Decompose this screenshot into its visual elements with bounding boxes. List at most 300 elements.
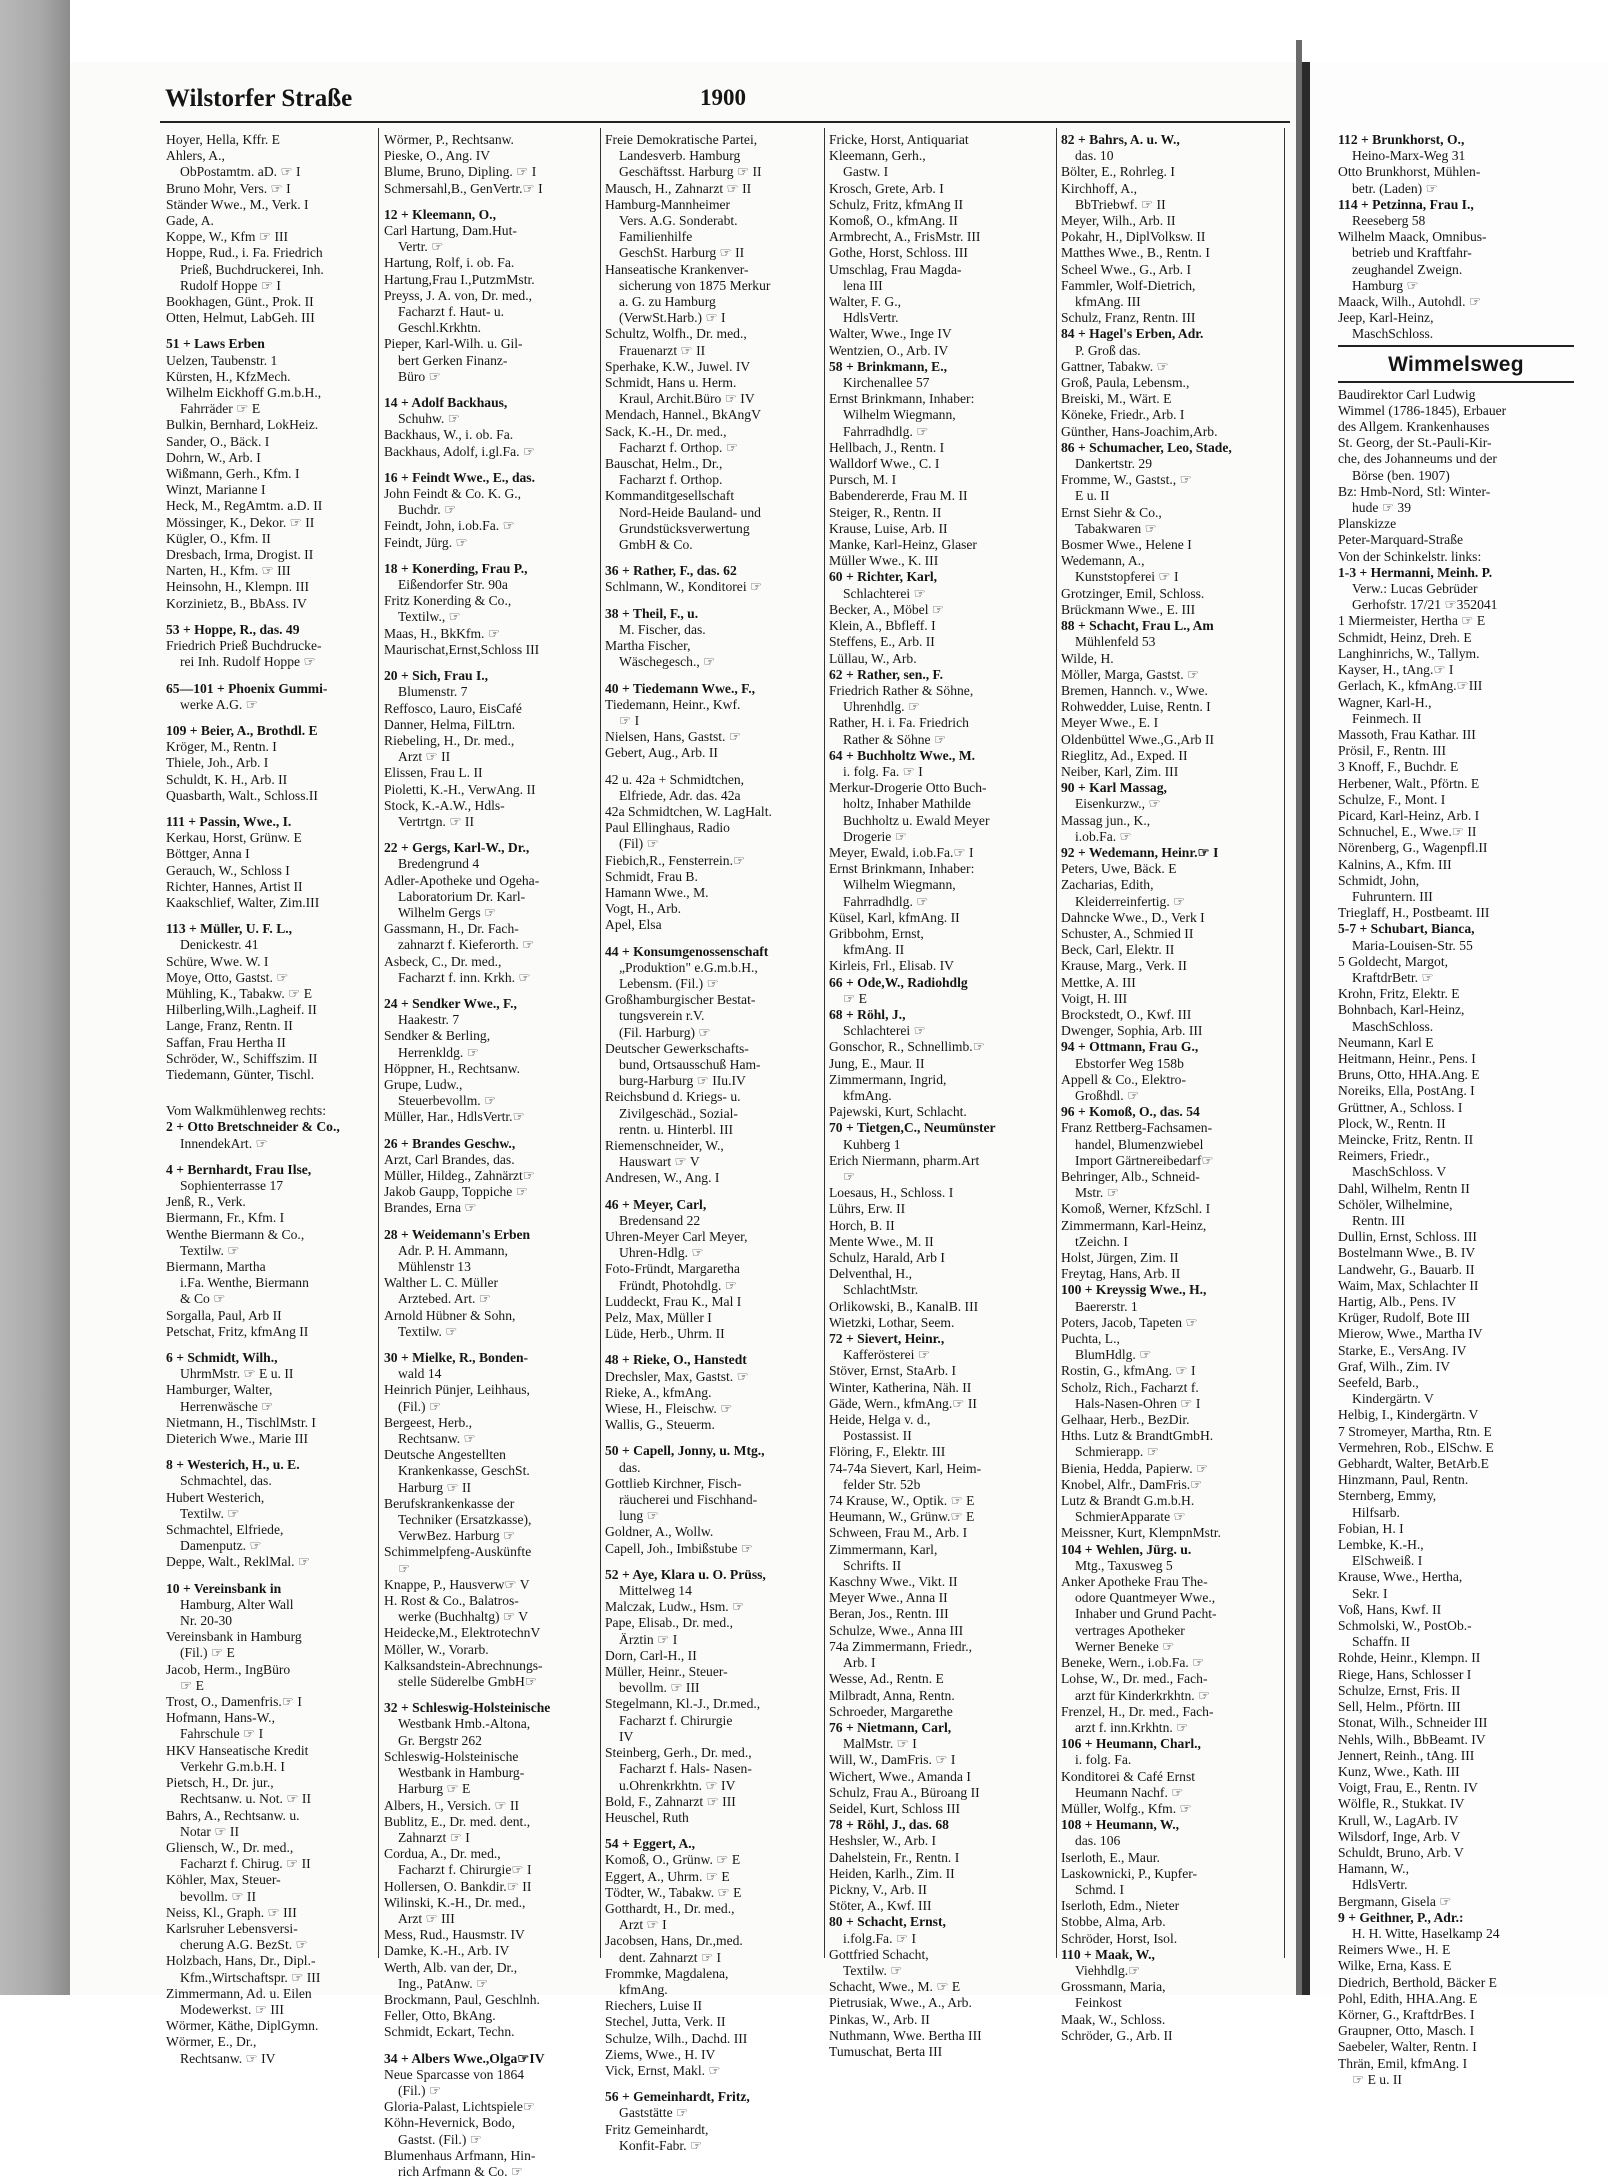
directory-entry: Breiski, M., Wärt. E	[1061, 391, 1172, 407]
directory-entry: Carl Hartung, Dam.Hut-	[384, 223, 517, 239]
directory-entry: Großhdl. ☞	[1075, 1087, 1140, 1103]
directory-entry: Walter, F. G.,	[829, 294, 902, 310]
directory-entry: Schulz, Harald, Arb I	[829, 1250, 945, 1266]
directory-entry: Gloria-Palast, Lichtspiele☞	[384, 2099, 536, 2115]
directory-entry	[166, 1152, 372, 1162]
directory-entry: 44 + Konsumgenossenschaft	[605, 943, 769, 959]
directory-entry: Planskizze	[1338, 516, 1397, 532]
directory-entry: Viehhdlg.☞	[1075, 1962, 1141, 1978]
directory-entry: 74 Krause, W., Optik. ☞ E	[829, 1493, 975, 1509]
directory-entry: Schulz, Fritz, kfmAng II	[829, 196, 964, 212]
directory-entry: Sander, O., Bäck. I	[166, 433, 270, 449]
directory-entry: Modewerkst. ☞ III	[180, 2001, 284, 2017]
directory-entry: 88 + Schacht, Frau L., Am	[1061, 618, 1214, 634]
directory-entry: Kügler, O., Kfm. II	[166, 530, 271, 546]
directory-entry: Jacob, Herm., IngBüro	[166, 1661, 291, 1677]
directory-entry	[605, 1342, 820, 1352]
directory-entry: Heshsler, W., Arb. I	[829, 1833, 937, 1849]
directory-entry: Köhn-Hevernick, Bodo,	[384, 2115, 515, 2131]
directory-entry: Möller, W., Vorarb.	[384, 1641, 489, 1657]
directory-entry: Hartung,Frau I.,PutzmMstr.	[384, 271, 535, 287]
directory-entry: Wentzien, O., Arb. IV	[829, 342, 949, 358]
directory-entry: Albers, H., Versich. ☞ II	[384, 1797, 520, 1813]
directory-entry: Mössinger, K., Dekor. ☞ II	[166, 514, 315, 530]
directory-entry: Nuthmann, Wwe. Bertha III	[829, 2027, 982, 2043]
directory-entry	[166, 804, 372, 814]
directory-entry: Arzt, Carl Brandes, das.	[384, 1151, 515, 1167]
directory-entry: Konfit-Fabr. ☞	[619, 2137, 703, 2153]
directory-entry: Wallis, G., Steuerm.	[605, 1417, 715, 1433]
directory-entry: Rechtsanw. u. Not. ☞ II	[180, 1791, 311, 1807]
directory-entry: Holzbach, Hans, Dr., Dipl.-	[166, 1953, 316, 1969]
directory-entry: Anker Apotheke Frau The-	[1061, 1574, 1208, 1590]
directory-entry: Hellbach, J., Rentn. I	[829, 439, 945, 455]
directory-entry: Feindt, Jürg. ☞	[384, 534, 468, 550]
column-3	[605, 132, 820, 2153]
directory-entry: Heuschel, Ruth	[605, 1809, 689, 1825]
directory-entry: Lohse, W., Dr. med., Fach-	[1061, 1671, 1208, 1687]
directory-entry: Schlachterei ☞	[843, 1023, 926, 1039]
directory-entry: Karlsruher Lebensversi-	[166, 1920, 298, 1936]
directory-entry: Feinmech. II	[1352, 710, 1422, 726]
directory-entry: Hilberling,Wilh.,Lagheif. II	[166, 1002, 317, 1018]
directory-entry: Schuhw. ☞	[398, 411, 460, 427]
directory-entry: Vertr. ☞	[398, 239, 444, 255]
directory-entry: Rather, H. i. Fa. Friedrich	[829, 715, 969, 731]
directory-entry: Buchdr. ☞	[398, 502, 457, 518]
directory-entry: 6 + Schmidt, Wilh.,	[166, 1350, 278, 1366]
directory-entry: bert Gerken Finanz-	[398, 352, 508, 368]
directory-entry: Zimmermann, Ad. u. Eilen	[166, 1985, 312, 2001]
directory-entry: Neiber, Karl, Zim. III	[1061, 763, 1179, 779]
directory-entry: des Allgem. Krankenhauses	[1338, 419, 1490, 435]
directory-entry: Heumann Nachf. ☞	[1075, 1784, 1184, 1800]
directory-entry: Lembke, K.-H.,	[1338, 1537, 1424, 1553]
directory-entry: Landesverb. Hamburg	[619, 148, 741, 164]
directory-entry: Quasbarth, Walt., Schloss.II	[166, 787, 318, 803]
directory-entry: wald 14	[398, 1366, 442, 1382]
directory-entry: 12 + Kleemann, O.,	[384, 206, 496, 222]
directory-entry	[384, 2041, 596, 2051]
directory-entry: Krosch, Grete, Arb. I	[829, 180, 944, 196]
directory-entry: Facharzt f. Hals- Nasen-	[619, 1761, 752, 1777]
directory-entry: Deutsche Angestellten	[384, 1447, 506, 1463]
directory-entry: St. Georg, der St.-Pauli-Kir-	[1338, 435, 1492, 451]
directory-entry: Dohrn, W., Arb. I	[166, 449, 261, 465]
directory-entry: Import Gärtnereibedarf☞	[1075, 1152, 1214, 1168]
directory-entry: 108 + Heumann, W.,	[1061, 1817, 1180, 1833]
directory-entry: Eggert, A., Uhrm. ☞ E	[605, 1868, 730, 1884]
directory-entry: Zacharias, Edith,	[1061, 877, 1154, 893]
directory-entry: Mausch, H., Zahnarzt ☞ II	[605, 180, 752, 196]
directory-entry: Foto-Fründt, Margaretha	[605, 1261, 740, 1277]
directory-entry: arzt für Kinderkrkhtn. ☞	[1075, 1687, 1211, 1703]
directory-entry: Köhler, Max, Steuer-	[166, 1872, 281, 1888]
directory-entry: Becker, A., Möbel ☞	[829, 601, 945, 617]
column-divider	[378, 128, 379, 1958]
directory-entry: Schuldt, K. H., Arb. II	[166, 771, 288, 787]
directory-entry: 20 + Sich, Frau I.,	[384, 668, 489, 684]
directory-entry: Sternberg, Emmy,	[1338, 1488, 1437, 1504]
directory-entry: Maack, Wilh., Autohdl. ☞	[1338, 294, 1482, 310]
directory-entry: Pajewski, Kurt, Schlacht.	[829, 1104, 967, 1120]
directory-entry: Wilhelm Eickhoff G.m.b.H.,	[166, 385, 322, 401]
directory-entry: Gerauch, W., Schloss I	[166, 862, 290, 878]
directory-entry: Wörmer, P., Rechtsanw.	[384, 132, 514, 147]
directory-entry: MaschSchloss.	[1352, 326, 1434, 342]
directory-entry: Bredensand 22	[619, 1212, 701, 1228]
directory-entry: che, des Johanneums und der	[1338, 451, 1497, 467]
header-rule	[160, 121, 1290, 123]
directory-entry: Seidel, Kurt, Schloss III	[829, 1800, 961, 1816]
directory-entry: Dullin, Ernst, Schloss. III	[1338, 1229, 1477, 1245]
directory-entry: Saebeler, Walter, Rentn. I	[1338, 2039, 1477, 2055]
directory-entry: Meyer, Ewald, i.ob.Fa.☞ I	[829, 844, 974, 860]
directory-entry: Fuhruntern. III	[1352, 888, 1433, 904]
directory-entry: Textilw., ☞	[398, 609, 461, 625]
directory-entry: Heinrich Pünjer, Leihhaus,	[384, 1382, 530, 1398]
directory-entry: Mess, Rud., Hausmstr. IV	[384, 1927, 525, 1943]
directory-entry	[605, 1557, 820, 1567]
directory-entry: (VerwSt.Harb.) ☞ I	[619, 310, 726, 326]
directory-entry: Gastst. (Fil.) ☞	[398, 2131, 482, 2147]
directory-entry: tZeichn. I	[1075, 1233, 1128, 1249]
directory-entry: Reimers, Friedr.,	[1338, 1148, 1430, 1164]
directory-entry: Brockmann, Paul, Geschlnh.	[384, 1991, 540, 2007]
directory-entry: 3 Knoff, F., Buchdr. E	[1338, 759, 1459, 775]
directory-entry: i. folg. Fa.	[1075, 1752, 1132, 1768]
directory-entry: Herbener, Walt., Pförtn. E	[1338, 775, 1480, 791]
directory-entry: Rentn. III	[1352, 1213, 1405, 1228]
directory-entry: Pelz, Max, Müller I	[605, 1310, 712, 1326]
directory-entry: Wilhelm Gergs ☞	[398, 904, 497, 920]
directory-entry: Pinkas, W., Arb. II	[829, 2011, 930, 2027]
directory-entry: KraftdrBetr. ☞	[1352, 969, 1434, 985]
column-divider	[1284, 128, 1285, 1958]
directory-entry: Kürsten, H., KfzMech.	[166, 368, 291, 384]
directory-entry: Fiebich,R., Fensterrein.☞	[605, 852, 746, 868]
street-title: Wilstorfer Straße	[165, 85, 353, 112]
directory-entry: Ahlers, A.,	[166, 148, 225, 164]
directory-entry: Jung, E., Maur. II	[829, 1055, 925, 1071]
directory-entry: Noreiks, Ella, PostAng. I	[1338, 1083, 1475, 1099]
section-title: Wimmelsweg	[1388, 352, 1524, 376]
directory-entry: Schmd. I	[1075, 1881, 1125, 1897]
directory-entry: Plock, W., Rentn. II	[1338, 1115, 1446, 1131]
directory-entry: Mendach, Hannel., BkAngV	[605, 407, 761, 423]
directory-entry: Wilinski, K.-H., Dr. med.,	[384, 1894, 526, 1910]
column-divider	[600, 128, 601, 1958]
directory-entry: Peter-Marquard-Straße	[1338, 532, 1464, 548]
directory-entry: 56 + Gemeinhardt, Fritz,	[605, 2089, 750, 2105]
directory-entry: burg-Harburg ☞ IIu.IV	[619, 1073, 746, 1089]
directory-entry: Adr. P. H. Ammann,	[398, 1242, 508, 1258]
directory-entry: (Fil. Harburg) ☞	[619, 1024, 711, 1040]
directory-entry	[384, 551, 596, 561]
directory-entry: Wilhelm Maack, Omnibus-	[1338, 229, 1487, 245]
directory-entry: Schuldt, Bruno, Arb. V	[1338, 1844, 1464, 1860]
directory-entry: Schmierapp. ☞	[1075, 1444, 1159, 1460]
directory-entry: Wedemann, A.,	[1061, 553, 1145, 569]
directory-entry: Grüttner, A., Schloss. I	[1338, 1099, 1463, 1115]
directory-entry: Heiden, Karlh., Zim. II	[829, 1865, 955, 1881]
directory-entry: Ständer Wwe., M., Verk. I	[166, 196, 309, 212]
directory-entry: Thiele, Joh., Arb. I	[166, 755, 269, 771]
directory-entry: Hartig, Alb., Pens. IV	[1338, 1294, 1457, 1310]
directory-entry: Westbank Hmb.-Altona,	[398, 1716, 531, 1732]
directory-entry: Iserloth, E., Maur.	[1061, 1849, 1160, 1865]
directory-entry: 84 + Hagel's Erben, Adr.	[1061, 326, 1204, 342]
directory-entry: Schaffn. II	[1352, 1634, 1410, 1650]
directory-entry: Massoth, Frau Kathar. III	[1338, 726, 1476, 742]
directory-entry: Pokahr, H., DiplVolksw. II	[1061, 229, 1206, 245]
directory-entry: Vertrtgn. ☞ II	[398, 813, 474, 829]
directory-entry: Schween, Frau M., Arb. I	[829, 1525, 968, 1541]
directory-entry: Fritz Konerding & Co.,	[384, 593, 512, 609]
directory-entry: Hoyer, Hella, Kffr. E	[166, 132, 280, 147]
directory-entry	[605, 1826, 820, 1836]
directory-entry: 26 + Brandes Geschw.,	[384, 1135, 516, 1151]
scan-margin	[0, 0, 70, 1995]
directory-entry: Hths. Lutz & BrandtGmbH.	[1061, 1428, 1214, 1444]
directory-entry	[166, 326, 372, 336]
directory-entry: John Feindt & Co. K. G.,	[384, 486, 522, 502]
directory-entry: Horch, B. II	[829, 1217, 895, 1233]
directory-entry: Helbig, I., Kindergärtn. V	[1338, 1407, 1479, 1423]
directory-entry: Wietzki, Lothar, Seem.	[829, 1314, 955, 1330]
directory-entry: Heck, M., RegAmtm. a.D. II	[166, 498, 323, 514]
directory-entry	[384, 830, 596, 840]
directory-entry: Müller, Heinr., Steuer-	[605, 1664, 728, 1680]
directory-entry: Otto Brunkhorst, Mühlen-	[1338, 164, 1481, 180]
directory-entry: ☞ E	[843, 990, 867, 1006]
directory-entry	[605, 1433, 820, 1443]
directory-entry: Böttger, Anna I	[166, 846, 250, 862]
directory-entry: Facharzt f. inn. Krkh. ☞	[398, 969, 531, 985]
directory-entry: Reffosco, Lauro, EisCafé	[384, 700, 522, 716]
directory-entry: Küsel, Karl, kfmAng. II	[829, 909, 960, 925]
column-divider	[1056, 128, 1057, 1958]
directory-entry: tungsverein r.V.	[619, 1008, 705, 1024]
directory-entry: Maurischat,Ernst,Schloss III	[384, 641, 540, 657]
directory-entry: Textilw. ☞	[843, 1962, 903, 1978]
directory-entry: handel, Blumenzwiebel	[1075, 1136, 1204, 1152]
directory-entry: Hamann Wwe., M.	[605, 884, 709, 900]
directory-entry: Martha Fischer,	[605, 638, 691, 654]
directory-entry: 1-3 + Hermanni, Meinh. P.	[1338, 564, 1493, 580]
directory-entry: Meyer Wwe., E. I	[1061, 715, 1159, 731]
directory-entry: ☞	[843, 1169, 856, 1184]
directory-entry: Mittelweg 14	[619, 1583, 692, 1599]
directory-entry	[605, 553, 820, 563]
directory-entry: Schröder, G., Arb. II	[1061, 2027, 1173, 2043]
directory-entry: Hinzmann, Paul, Rentn.	[1338, 1472, 1469, 1488]
directory-entry: Drechsler, Max, Gastst. ☞	[605, 1368, 749, 1384]
directory-entry: Büro ☞	[398, 368, 441, 384]
directory-entry: Matthes Wwe., B., Rentn. I	[1061, 245, 1210, 261]
directory-entry: Zimmermann, Karl-Heinz,	[1061, 1217, 1207, 1233]
directory-entry: H. Rost & Co., Balatros-	[384, 1593, 519, 1609]
directory-entry: Arztebed. Art. ☞	[398, 1291, 491, 1307]
directory-entry	[384, 197, 596, 207]
directory-entry: Puchta, L.,	[1061, 1331, 1120, 1347]
directory-entry: werke (Buchhaltg) ☞ V	[398, 1609, 529, 1625]
directory-entry: Neumann, Karl E	[1338, 1034, 1434, 1050]
directory-entry: Gade, A.	[166, 213, 214, 229]
directory-entry: bevollm. ☞ II	[180, 1888, 256, 1904]
directory-entry: Gerlach, K., kfmAng.☞III	[1338, 678, 1483, 694]
directory-entry: Wilhelm Wiegmann,	[843, 877, 956, 893]
directory-entry: Baererstr. 1	[1075, 1298, 1138, 1314]
directory-entry: Pohl, Edith, HHA.Ang. E	[1338, 1990, 1478, 2006]
directory-entry: Nielsen, Hans, Gastst. ☞	[605, 729, 742, 745]
directory-entry: Schöler, Wilhelmine,	[1338, 1196, 1453, 1212]
directory-entry: Stonat, Wilh., Schneider III	[1338, 1715, 1488, 1731]
directory-entry: Rohde, Heinr., Klempn. II	[1338, 1650, 1481, 1666]
directory-entry: Danner, Helma, FilLtrn.	[384, 716, 516, 732]
directory-entry: Graf, Wilh., Zim. IV	[1338, 1358, 1451, 1374]
directory-entry: kfmAng.	[843, 1087, 892, 1103]
directory-entry: Richter, Hannes, Artist II	[166, 878, 303, 894]
directory-entry: Pape, Elisab., Dr. med.,	[605, 1615, 733, 1631]
directory-entry: HdlsVertr.	[1352, 1877, 1408, 1893]
directory-entry: Trieglaff, H., Postbeamt. III	[1338, 905, 1490, 921]
directory-entry: 30 + Mielke, R., Bonden-	[384, 1350, 529, 1366]
directory-entry: 70 + Tietgen,C., Neumünster	[829, 1120, 996, 1136]
directory-entry: 90 + Karl Massag,	[1061, 780, 1167, 796]
directory-entry: ElSchweiß. I	[1352, 1553, 1423, 1569]
directory-entry: 9 + Geithner, P., Adr.:	[1338, 1909, 1464, 1925]
directory-entry: Grossmann, Maria,	[1061, 1979, 1166, 1995]
directory-entry: H. H. Witte, Haselkamp 24	[1352, 1925, 1500, 1941]
directory-entry: Wilsdorf, Inge, Arb. V	[1338, 1828, 1461, 1844]
directory-entry	[166, 1083, 372, 1093]
directory-entry: Gottfried Schacht,	[829, 1946, 929, 1962]
directory-entry: Facharzt f. Orthop. ☞	[619, 439, 739, 455]
directory-entry: 60 + Richter, Karl,	[829, 569, 938, 585]
directory-entry: Deutscher Gewerkschafts-	[605, 1040, 749, 1056]
directory-entry: Facharzt f. Chirug. ☞ II	[180, 1856, 311, 1872]
directory-entry: Ziems, Wwe., H. IV	[605, 2046, 716, 2062]
directory-entry: Gothe, Horst, Schloss. III	[829, 245, 968, 261]
directory-entry: Sack, K.-H., Dr. med.,	[605, 423, 727, 439]
directory-entry: Lüllau, W., Arb.	[829, 650, 917, 666]
column-1	[166, 132, 372, 2066]
directory-entry: Zahnarzt ☞ I	[398, 1829, 470, 1845]
directory-entry: Hals-Nasen-Ohren ☞ I	[1075, 1395, 1201, 1411]
directory-entry: Schuster, A., Schmied II	[1061, 925, 1194, 941]
directory-entry: Kfm.,Wirtschaftspr. ☞ III	[180, 1969, 321, 1985]
directory-entry: Wörmer, E., Dr.,	[166, 2034, 257, 2050]
directory-entry: Blume, Bruno, Dipling. ☞ I	[384, 164, 537, 180]
directory-entry: Thrän, Emil, kfmAng. I	[1338, 2055, 1468, 2071]
directory-entry: MaschSchloss. V	[1352, 1164, 1447, 1180]
directory-entry: ☞ I	[619, 712, 640, 728]
directory-entry: Schultz, Wolfh., Dr. med.,	[605, 326, 747, 342]
directory-entry: Ebstorfer Weg 158b	[1075, 1055, 1184, 1071]
directory-entry: Schnuchel, E., Wwe.☞ II	[1338, 824, 1477, 840]
directory-entry: Tumuschat, Berta III	[829, 2043, 943, 2059]
directory-entry: Diedrich, Berthold, Bäcker E	[1338, 1974, 1497, 1990]
directory-entry: Steffens, E., Arb. II	[829, 634, 935, 650]
directory-entry: Wörmer, Käthe, DiplGymn.	[166, 2018, 319, 2034]
directory-entry: odore Quantmeyer Wwe.,	[1075, 1590, 1216, 1606]
directory-entry: IV	[619, 1728, 634, 1744]
directory-entry: Ing., PatAnw. ☞	[398, 1975, 489, 1991]
directory-entry: Saffan, Frau Hertha II	[166, 1034, 286, 1050]
directory-entry: Mierow, Wwe., Martha IV	[1338, 1326, 1483, 1342]
directory-entry: Textilw. ☞	[398, 1323, 458, 1339]
directory-entry: Dresbach, Irma, Drogist. II	[166, 547, 314, 563]
directory-entry: Reichsbund d. Kriegs- u.	[605, 1089, 741, 1105]
column-4	[829, 132, 1051, 2059]
directory-entry: Gastw. I	[843, 164, 889, 180]
directory-entry: ObPostamtm. aD. ☞ I	[180, 164, 301, 180]
directory-entry: Elfriede, Adr. das. 42a	[619, 787, 741, 803]
directory-entry: Riege, Hans, Schlosser I	[1338, 1666, 1472, 1682]
directory-entry: kfmAng. II	[843, 942, 905, 958]
directory-entry: Winter, Katherina, Näh. II	[829, 1379, 972, 1395]
directory-entry: Tödter, W., Tabakw. ☞ E	[605, 1884, 742, 1900]
directory-entry: Pieske, O., Ang. IV	[384, 148, 491, 164]
directory-entry: Tiedemann, Günter, Tischl.	[166, 1066, 315, 1082]
directory-entry: Herrenwäsche ☞	[180, 1398, 274, 1414]
directory-entry: i.ob.Fa. ☞	[1075, 828, 1132, 844]
directory-entry: Mente Wwe., M. II	[829, 1233, 934, 1249]
directory-entry: Neue Sparcasse von 1864	[384, 2066, 525, 2082]
directory-entry: Krüger, Rudolf, Bote III	[1338, 1310, 1470, 1326]
directory-entry: räucherei und Fischhand-	[619, 1492, 758, 1508]
directory-entry: Maria-Louisen-Str. 55	[1352, 937, 1473, 953]
directory-entry: bund, Ortsausschuß Ham-	[619, 1056, 761, 1072]
directory-entry: Lührs, Erw. II	[829, 1201, 906, 1217]
directory-entry: Riechers, Luise II	[605, 1998, 703, 2014]
directory-entry: Wilde, H.	[1061, 650, 1114, 666]
directory-entry: Fahrradhdlg. ☞	[843, 423, 929, 439]
directory-entry: Sorgalla, Paul, Arb II	[166, 1307, 282, 1323]
directory-entry: Deppe, Walt., ReklMal. ☞	[166, 1554, 311, 1570]
directory-entry: Kirchhoff, A.,	[1061, 180, 1138, 196]
directory-entry: Fahrradhdlg. ☞	[843, 893, 929, 909]
directory-entry: 34 + Albers Wwe.,Olga☞IV	[384, 2050, 545, 2066]
directory-entry: Steinberg, Gerh., Dr. med.,	[605, 1745, 752, 1761]
directory-entry: Rieglitz, Ad., Exped. II	[1061, 747, 1188, 763]
directory-entry: zahnarzt f. Kieferorth. ☞	[398, 937, 535, 953]
directory-entry	[166, 713, 372, 723]
directory-entry: Gonschor, R., Schnellimb.☞	[829, 1039, 985, 1055]
directory-entry: Blumenstr. 7	[398, 684, 468, 700]
directory-entry: Schmidt, Frau B.	[605, 868, 698, 884]
directory-entry: Werth, Alb. van der, Dr.,	[384, 1959, 518, 1975]
directory-entry: Feindt, John, i.ob.Fa. ☞	[384, 518, 515, 534]
directory-entry: Notar ☞ II	[180, 1823, 239, 1839]
directory-entry: VerwBez. Harburg ☞	[398, 1528, 516, 1544]
directory-entry: i.Fa. Wenthe, Biermann	[180, 1275, 309, 1291]
directory-entry: 52 + Aye, Klara u. O. Prüss,	[605, 1566, 766, 1582]
directory-entry: Wißmann, Gerh., Kfm. I	[166, 466, 300, 482]
directory-entry: u.Ohrenkrkhtn. ☞ IV	[619, 1777, 736, 1793]
directory-entry: arzt f. inn.Krkhtn. ☞	[1075, 1719, 1189, 1735]
directory-entry: Schröder, Horst, Isol.	[1061, 1930, 1178, 1946]
directory-entry: Pietrusiak, Wwe., A., Arb.	[829, 1995, 972, 2011]
directory-entry: Erich Niermann, pharm.Art	[829, 1152, 980, 1168]
directory-entry: Koppe, W., Kfm ☞ III	[166, 229, 289, 245]
directory-entry	[605, 671, 820, 681]
directory-entry: Laboratorium Dr. Karl-	[398, 888, 526, 904]
directory-entry: 32 + Schleswig-Holsteinische	[384, 1700, 551, 1716]
directory-entry: Ernst Siehr & Co.,	[1061, 504, 1162, 520]
directory-entry: Lange, Franz, Rentn. II	[166, 1018, 293, 1034]
